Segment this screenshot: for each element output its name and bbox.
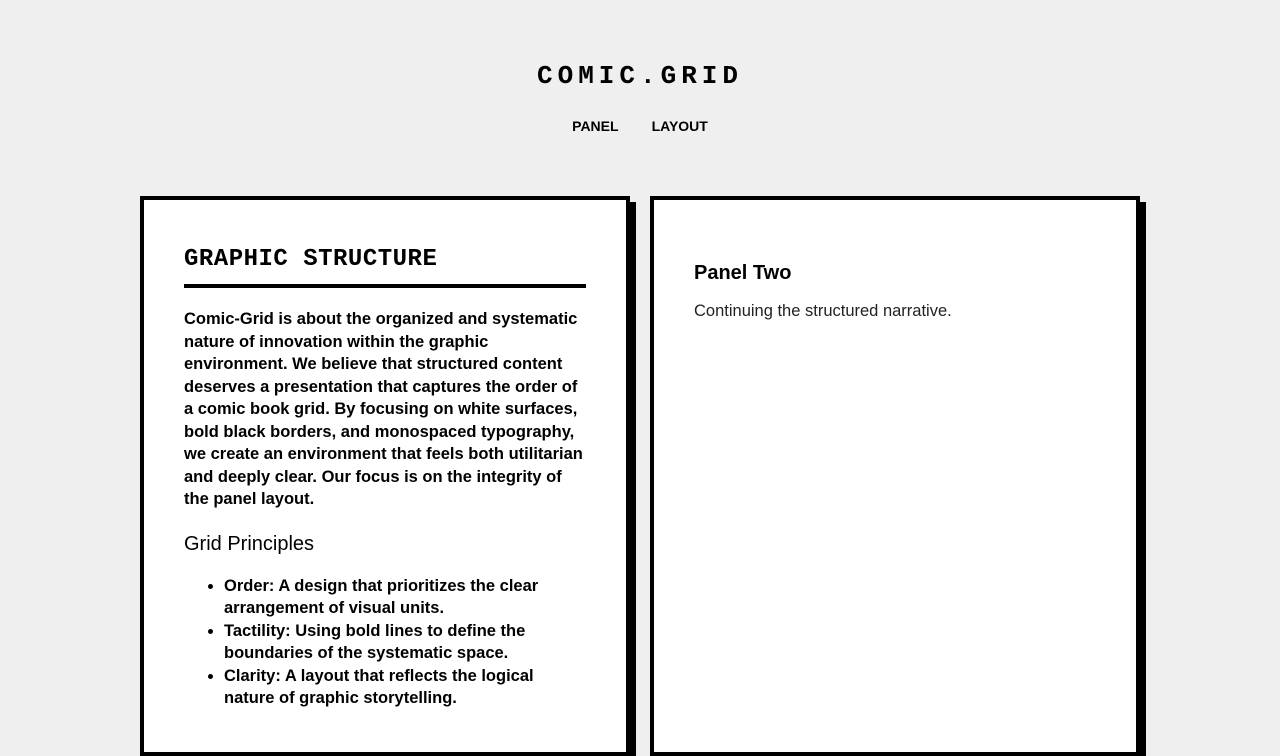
panel-one-title: GRAPHIC STRUCTURE: [184, 240, 586, 288]
panel-two: [650, 196, 1140, 756]
panel-one: [140, 196, 630, 756]
main-nav: [0, 117, 1280, 135]
panel-one-content: [184, 240, 586, 710]
nav-link-layout[interactable]: LAYOUT: [651, 118, 708, 134]
nav-link-panel[interactable]: PANEL: [572, 118, 619, 134]
panel-two-content: [694, 260, 1096, 322]
panel-one-body: Comic-Grid is about the organized and systematic nature of innovation within the graphic environment. We believe that structured content deserves a presentation that captures the order of a comic book grid. By focusing on white surfaces, bold black borders, and monospaced typography, we create an environment that feels both utilitarian and deeply clear. Our focus is on the integrity of the panel layout.: [184, 310, 583, 508]
list-item: • Clarity: A layout that reflects the logical nature of graphic storytelling.: [224, 665, 586, 710]
list-item: • Tactility: Using bold lines to define the boundaries of the systematic space.: [224, 620, 586, 665]
panel-two-title: Panel Two: [694, 262, 792, 284]
panel-two-text: Continuing the structured narrative.: [694, 302, 952, 320]
principles-list: [184, 575, 586, 710]
grid-principles-heading: Grid Principles: [184, 532, 315, 555]
site-header: [0, 0, 1280, 160]
list-item: • Order: A design that prioritizes the clear arrangement of visual units.: [224, 575, 586, 620]
site-logo[interactable]: COMIC.GRID: [536, 61, 744, 91]
